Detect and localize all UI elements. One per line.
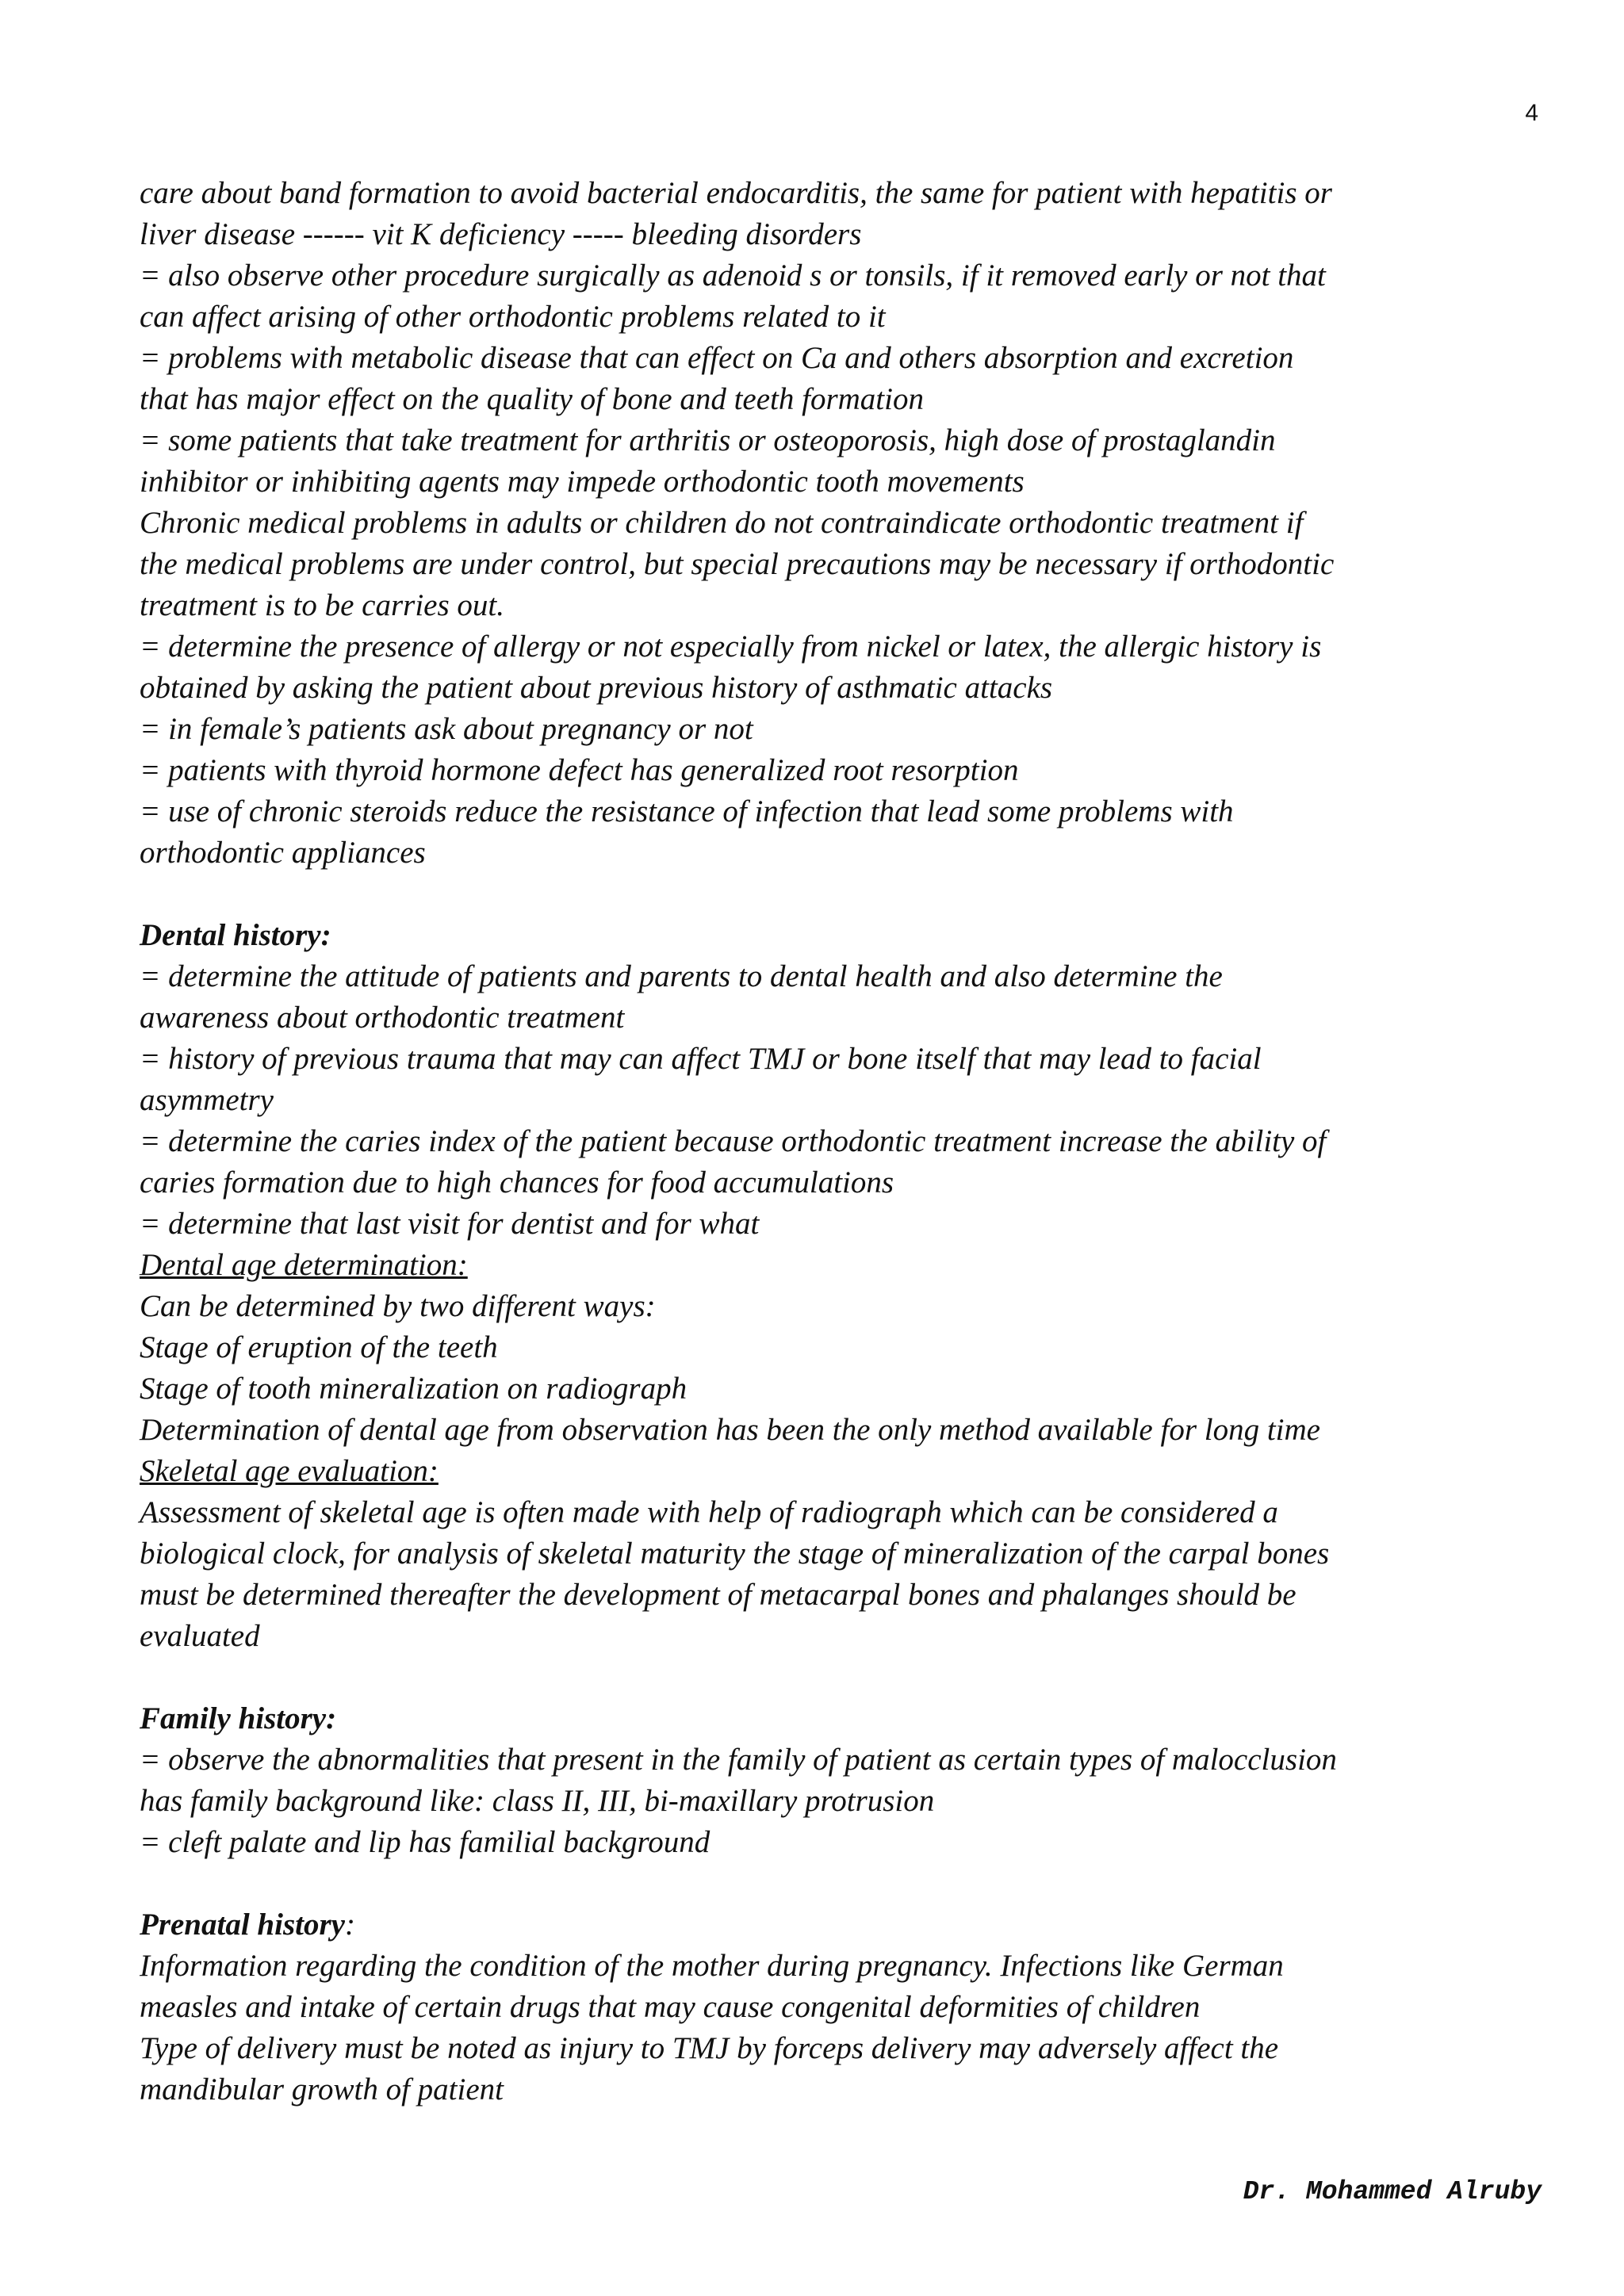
text-line: = history of previous trauma that may can affect TMJ or bone itself that may lead to facial xyxy=(140,1042,1262,1076)
paragraph-gap xyxy=(140,1863,1559,1904)
dental-history-heading: Dental history: xyxy=(140,918,331,952)
prenatal-history-heading: Prenatal history xyxy=(140,1908,345,1942)
paragraph-gap xyxy=(140,874,1559,915)
text-line: has family background like: class II, III, bi-maxillary protrusion xyxy=(140,1784,935,1818)
text-line: = determine the attitude of patients and parents to dental health and also determine the xyxy=(140,959,1223,993)
text-line: = in female’s patients ask about pregnancy or not xyxy=(140,712,753,746)
medical-history-continued xyxy=(140,173,1559,874)
text-line: caries formation due to high chances for food accumulations xyxy=(140,1165,894,1200)
text-line: mandibular growth of patient xyxy=(140,2072,504,2107)
text-line: Determination of dental age from observation has been the only method available for long time xyxy=(140,1413,1320,1447)
text-line: = some patients that take treatment for arthritis or osteoporosis, high dose of prostaglandin xyxy=(140,423,1276,457)
text-line: care about band formation to avoid bacterial endocarditis, the same for patient with hepatitis or xyxy=(140,176,1332,210)
paragraph-gap xyxy=(140,1657,1559,1698)
family-history-section xyxy=(140,1698,1559,1863)
prenatal-heading-colon: : xyxy=(344,1908,355,1942)
text-line: liver disease ------ vit K deficiency ----- bleeding disorders xyxy=(140,217,862,251)
text-line: = cleft palate and lip has familial background xyxy=(140,1825,710,1859)
text-line: the medical problems are under control, but special precautions may be necessary if orthodontic xyxy=(140,547,1335,581)
text-line: = determine the presence of allergy or not especially from nickel or latex, the allergic history is xyxy=(140,629,1322,664)
text-line: treatment is to be carries out. xyxy=(140,588,505,622)
prenatal-history-heading-line xyxy=(140,1904,1559,1946)
text-line: obtained by asking the patient about previous history of asthmatic attacks xyxy=(140,671,1053,705)
text-line: biological clock, for analysis of skeletal maturity the stage of mineralization of the carpal bones xyxy=(140,1536,1330,1571)
family-history-heading: Family history: xyxy=(140,1701,337,1735)
text-line: = determine the caries index of the patient because orthodontic treatment increase the ability of xyxy=(140,1124,1327,1158)
dental-history-section xyxy=(140,915,1559,1657)
text-line: awareness about orthodontic treatment xyxy=(140,1001,625,1035)
author-footer: Dr. Mohammed Alruby xyxy=(1243,2177,1542,2206)
text-line: = patients with thyroid hormone defect has generalized root resorption xyxy=(140,753,1019,787)
dental-age-heading: Dental age determination: xyxy=(140,1248,468,1282)
text-line: inhibitor or inhibiting agents may impede orthodontic tooth movements xyxy=(140,465,1025,499)
prenatal-history-section xyxy=(140,1904,1559,2110)
text-line: evaluated xyxy=(140,1619,260,1653)
text-line: Information regarding the condition of the mother during pregnancy. Infections like German xyxy=(140,1949,1284,1983)
text-line: = determine that last visit for dentist and for what xyxy=(140,1207,760,1241)
text-line: measles and intake of certain drugs that may cause congenital deformities of children xyxy=(140,1990,1201,2024)
text-line: = use of chronic steroids reduce the resistance of infection that lead some problems with xyxy=(140,794,1234,828)
text-line: must be determined thereafter the development of metacarpal bones and phalanges should be xyxy=(140,1578,1297,1612)
text-line: Assessment of skeletal age is often made with help of radiograph which can be considered a xyxy=(140,1495,1278,1529)
text-line: orthodontic appliances xyxy=(140,836,426,870)
document-body xyxy=(140,173,1559,2110)
text-line: Stage of tooth mineralization on radiograph xyxy=(140,1372,688,1406)
text-line: that has major effect on the quality of bone and teeth formation xyxy=(140,382,924,416)
text-line: Type of delivery must be noted as injury to TMJ by forceps delivery may adversely affect the xyxy=(140,2031,1279,2065)
skeletal-age-heading: Skeletal age evaluation: xyxy=(140,1454,439,1488)
page-number: 4 xyxy=(1525,100,1538,126)
text-line: = also observe other procedure surgically as adenoid s or tonsils, if it removed early or not that xyxy=(140,258,1326,293)
text-line: = problems with metabolic disease that can effect on Ca and others absorption and excretion xyxy=(140,341,1294,375)
text-line: can affect arising of other orthodontic problems related to it xyxy=(140,300,886,334)
text-line: = observe the abnormalities that present in the family of patient as certain types of malocclusion xyxy=(140,1743,1337,1777)
text-line: Stage of eruption of the teeth xyxy=(140,1330,498,1364)
text-line: Can be determined by two different ways: xyxy=(140,1289,656,1323)
text-line: Chronic medical problems in adults or children do not contraindicate orthodontic treatment if xyxy=(140,506,1304,540)
text-line: asymmetry xyxy=(140,1083,274,1117)
